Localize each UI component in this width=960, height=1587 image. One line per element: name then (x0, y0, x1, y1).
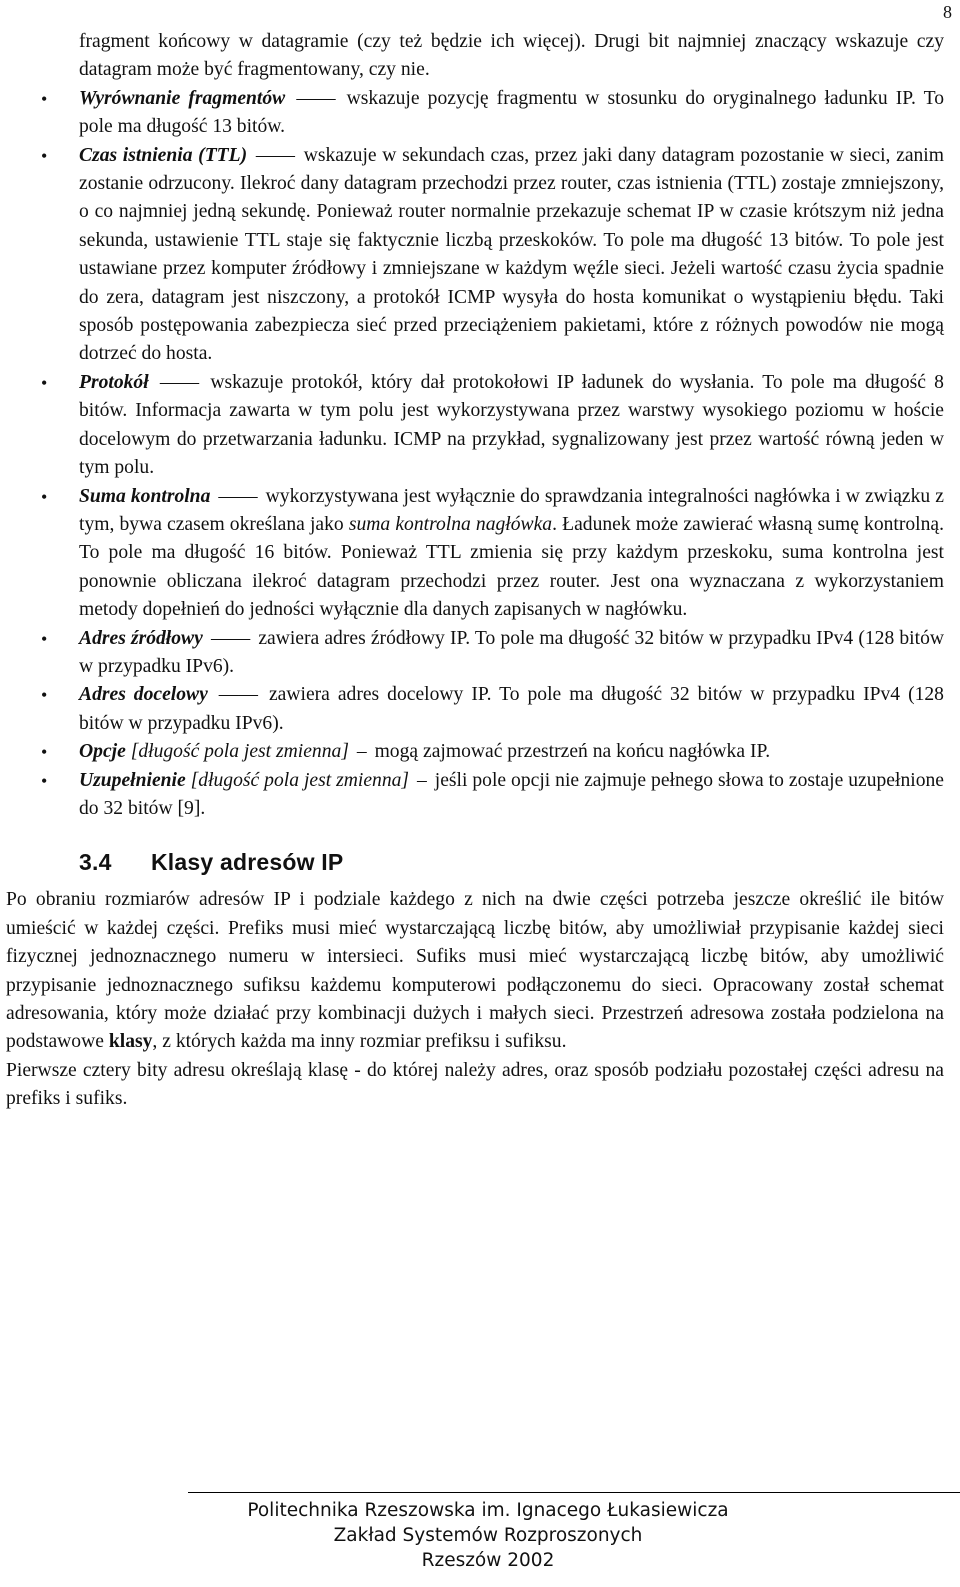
footer-university: Politechnika Rzeszowska im. Ignacego Łukasiewicza (247, 1500, 729, 1521)
page-content (0, 28, 944, 1114)
list-item (0, 369, 944, 483)
paragraph-text: Po obraniu rozmiarów adresów IP i podziale każdego z nich na dwie części potrzeba jeszcze określić ile bitów umieścić w każdej części. Prefiks musi mieć wystarczającą liczbę bitów, aby umożliwiał przypisanie każdej sieci fizycznej jednoznacznego numeru w intersieci. Sufiks musi mieć wystarczającą liczbę bitów, aby umożliwić przypisanie jednoznacznego sufiksu każdemu komputerowi podłączonemu do sieci. Opracowany został schemat adresowania, który może działać przy kombinacji dużych i małych sieci. Przestrzeń adresowa została podzielona na podstawowe (6, 889, 944, 1053)
field-term-note: [długość pola jest zmienna] (190, 769, 410, 791)
bullet-icon: • (41, 486, 48, 507)
list-item (0, 483, 944, 625)
field-description: wskazuje protokół, który dał protokołowi IP ładunek do wysłania. To pole ma długość 8 bitów. Informacja zawarta w tym polu jest wykorzystywana przez warstwy wysokiego poziomu w hoście docelowym do przetwarzania ładunku. ICMP na przykład, sygnalizowany jest przez wartość równą jeden w tym polu. (79, 371, 944, 479)
section-title: Klasy adresów IP (151, 849, 344, 876)
field-term: Wyrównanie fragmentów (79, 87, 286, 109)
en-dash: – (417, 769, 427, 791)
section-number: 3.4 (79, 849, 112, 876)
bullet-icon: • (41, 372, 48, 393)
field-term-note: [długość pola jest zmienna] (130, 741, 349, 763)
footer-department: Zakład Systemów Rozproszonych (333, 1525, 643, 1546)
field-list (0, 28, 944, 823)
field-description: wskazuje w sekundach czas, przez jaki dany datagram pozostanie w sieci, zanim zostanie odrzucony. Ilekroć dany datagram przechodzi przez router, czas istnienia (TTL) zostaje zmniejszony, o co najmniej jedną sekundę. Ponieważ router normalnie przekazuje schemat IP w czasie krótszym niż jedna sekunda, ustawienie TTL staje się faktycznie liczbą przeskoków. To pole ma długość 13 bitów. To pole jest ustawiane przez komputer źródłowy i zmniejszane w każdym węźle sieci. Jeżeli wartość czasu życia spadnie do zera, datagram jest niszczony, a protokół ICMP wysyła do hosta komunikat o wystąpieniu błędu. Taki sposób postępowania zabezpiecza sieć przed przeciążeniem pakietami, które z różnych powodów nie mogą dotrzeć do hosta. (79, 144, 944, 365)
field-description: jeśli pole opcji nie zajmuje pełnego słowa to zostaje uzupełnione do 32 bitów [9]. (79, 769, 944, 819)
footer-divider (188, 1492, 960, 1493)
field-description: wskazuje pozycję fragmentu w stosunku do oryginalnego ładunku IP. To pole ma długość 13 bitów. (79, 87, 945, 138)
field-description-italic: suma kontrolna nagłówka (348, 513, 553, 535)
field-term: Protokół (79, 371, 149, 393)
page-number: 8 (943, 2, 952, 22)
bullet-icon: • (41, 742, 48, 763)
em-dash: —— (159, 371, 200, 393)
en-dash: – (356, 741, 367, 763)
bold-term: klasy (108, 1031, 153, 1053)
list-item (0, 625, 944, 682)
field-term: Czas istnienia (TTL) (79, 144, 248, 166)
paragraph (0, 886, 944, 1056)
list-item (0, 738, 944, 766)
field-term: Suma kontrolna (79, 485, 211, 507)
em-dash: —— (218, 485, 258, 507)
list-item (0, 681, 944, 738)
field-description-rest: . Ładunek może zawierać własną sumę kontrolną. To pole ma długość 16 bitów. Ponieważ TTL zmienia się przy każdym przeskoku, suma kontrolna jest ponownie obliczana ilekroć datagram przechodzi przez router. Jest ona wyznaczana z wykorzystaniem metody dopełnień do jedności wyłącznie dla danych zapisanych w nagłówku. (79, 513, 945, 621)
field-term: Adres docelowy (79, 684, 208, 706)
footer-city-year: Rzeszów 2002 (421, 1550, 555, 1571)
list-item (0, 85, 944, 142)
field-description: zawiera adres docelowy IP. To pole ma długość 32 bitów w przypadku IPv4 (128 bitów w przypadku IPv6). (79, 684, 944, 734)
em-dash: —— (296, 87, 336, 109)
page-footer (188, 1498, 788, 1573)
section-heading (79, 849, 944, 876)
em-dash: —— (210, 627, 251, 649)
bullet-icon: • (41, 685, 48, 706)
bullet-icon: • (41, 88, 48, 109)
field-term: Uzupełnienie (79, 769, 186, 791)
bullet-icon: • (41, 628, 48, 649)
paragraph (0, 1057, 944, 1114)
field-description: zawiera adres źródłowy IP. To pole ma długość 32 bitów w przypadku IPv4 (128 bitów w przypadku IPv6). (79, 627, 945, 677)
em-dash: —— (218, 684, 258, 706)
field-term: Opcje (79, 741, 126, 763)
list-item (0, 767, 944, 824)
em-dash: —— (255, 144, 296, 166)
list-item (0, 142, 944, 369)
intro-continuation (0, 28, 944, 85)
bullet-icon: • (41, 145, 48, 166)
field-description: mogą zajmować przestrzeń na końcu nagłówka IP. (374, 741, 771, 763)
intro-text: fragment końcowy w datagramie (czy też będzie ich więcej). Drugi bit najmniej znaczący wskazuje czy datagram może być fragmentowany, czy nie. (79, 31, 944, 81)
paragraph-text: Pierwsze cztery bity adresu określają klasę - do której należy adres, oraz sposób podziału pozostałej części adresu na prefiks i sufiks. (6, 1059, 944, 1110)
paragraph-text-rest: , z których każda ma inny rozmiar prefiksu i sufiksu. (152, 1031, 567, 1053)
field-term: Adres źródłowy (79, 627, 203, 649)
bullet-icon: • (41, 770, 48, 791)
field-description: wykorzystywana jest wyłącznie do sprawdzania integralności nagłówka i w związku z tym, bywa czasem określana jako (79, 485, 944, 535)
